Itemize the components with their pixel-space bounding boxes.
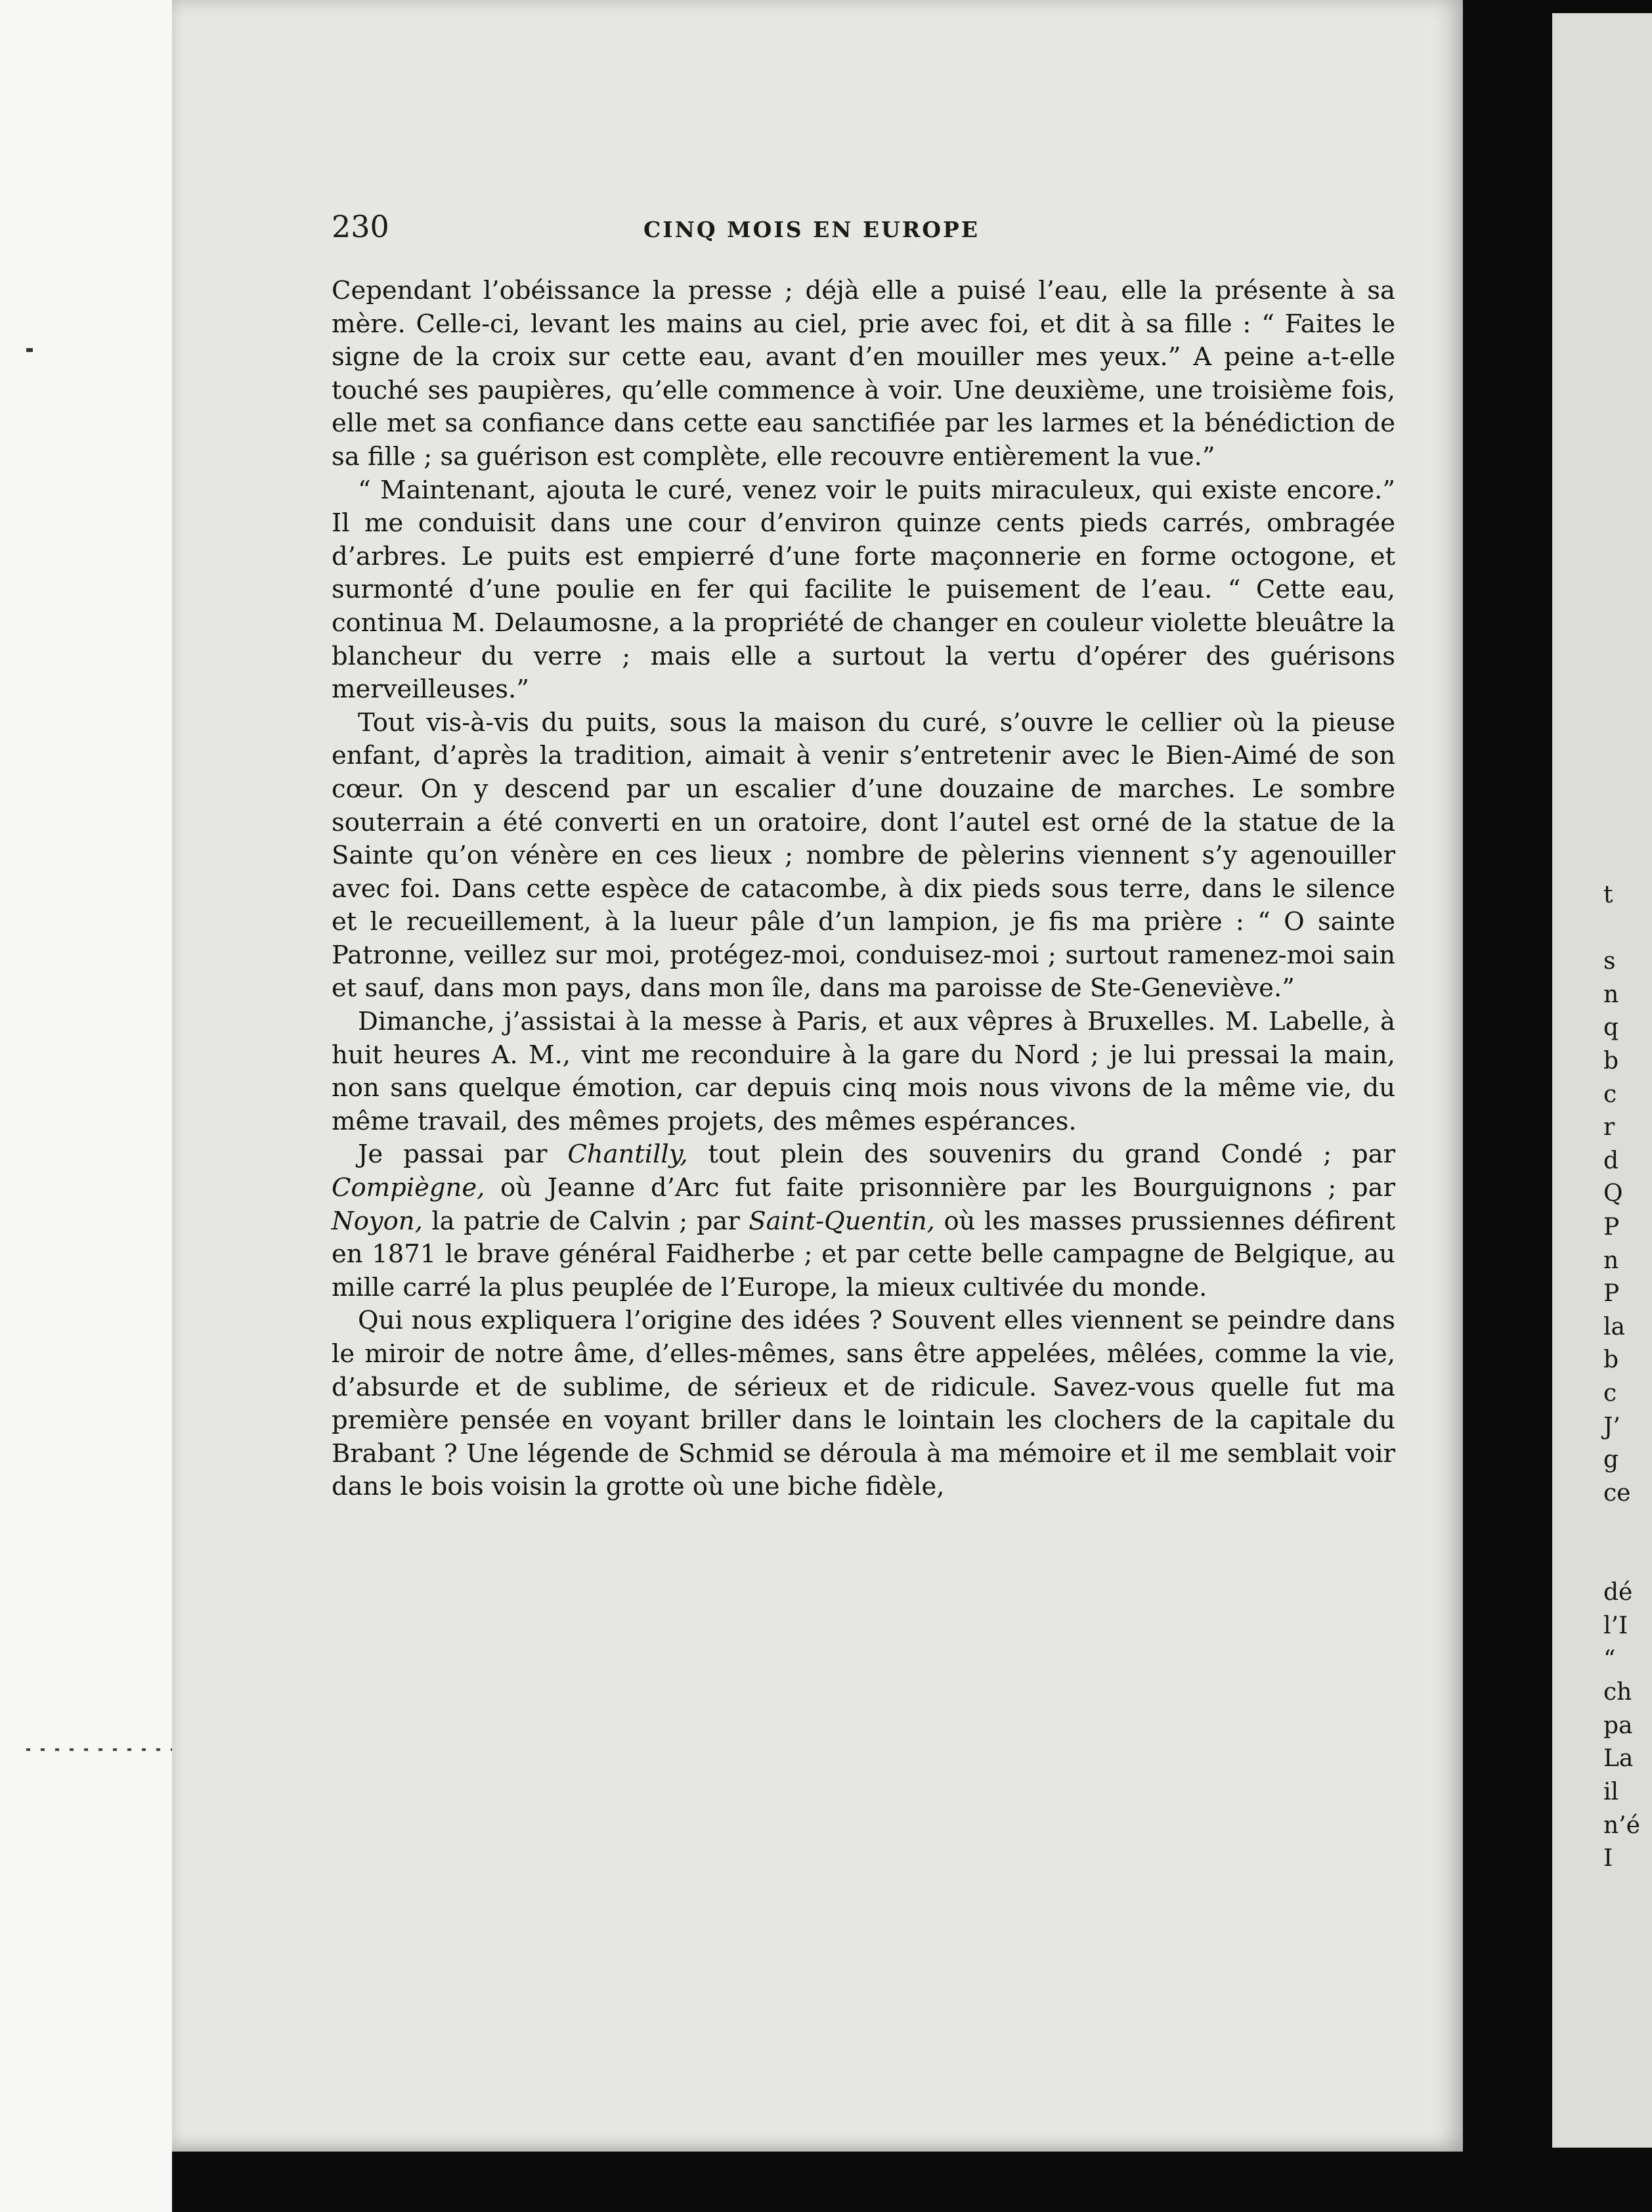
paragraph-4: Dimanche, j’assistai à la messe à Paris, et aux vêpres à Bruxelles. M. Labelle, à huit heures A. M., vint me reconduire à la gare du Nord ; je lui pressai la main, non sans quelque émotion, car depuis cinq mois nous vivons de la même vie, du même travail, des mêmes projets, des mêmes espérances. bbox=[332, 1007, 1395, 1136]
paragraph-2: “ Maintenant, ajouta le curé, venez voir le puits miraculeux, qui existe encore.” Il me conduisit dans une cour d’environ quinze cents pieds carrés, ombragée d’arbres. Le puits est empierré d’une forte maçonnerie en forme octogone, et surmonté d’une poulie en fer qui facilite le puisement de l’eau. “ Cette eau, continua M. Delaumosne, a la propriété de changer en couleur violette bleuâtre la blancheur du verre ; mais elle a surtout la vertu d’opérer des guérisons merveilleuses.” bbox=[332, 475, 1395, 705]
text-run: la patrie de Calvin ; par bbox=[422, 1206, 749, 1236]
text-run: Je passai par bbox=[358, 1139, 568, 1170]
scan-dotted-mark bbox=[26, 1748, 177, 1751]
paragraph-5 bbox=[332, 1138, 1395, 1304]
page-body bbox=[332, 275, 1395, 1504]
scan-speck bbox=[26, 348, 33, 352]
running-title: CINQ MOIS EN EUROPE bbox=[643, 217, 980, 242]
facing-page-fragments: t s n q b c r d Q P n P la b c J’ g ce dé l’I “ ch pa La il n’é I bbox=[1603, 881, 1640, 1872]
page-number: 230 bbox=[332, 209, 389, 244]
paragraph-1: Cependant l’obéissance la presse ; déjà elle a puisé l’eau, elle la présente à sa mère. Celle-ci, levant les mains au ciel, prie avec foi, et dit à sa fille : “ Faites le signe de la croix sur cette eau, avant d’en mouiller mes yeux.” A peine a-t-elle touché ses paupières, qu’elle commence à voir. Une deuxième, une troisième fois, elle met sa confiance dans cette eau sanctifiée par les larmes et la bénédiction de sa fille ; sa guérison est complète, elle recouvre entièrement la vue.” bbox=[332, 276, 1395, 472]
text-run: où les masses prussiennes défirent en 1871 le brave général Faidherbe ; et par cette belle campagne de Belgique, au mille carré la plus peuplée de l’Europe, la mieux cultivée du monde. bbox=[332, 1206, 1395, 1302]
place-saint-quentin: Saint-Quentin, bbox=[749, 1206, 935, 1236]
paragraph-3: Tout vis-à-vis du puits, sous la maison du curé, s’ouvre le cellier où la pieuse enfant, d’après la tradition, aimait à venir s’entretenir avec le Bien-Aimé de son cœur. On y descend par un escalier d’une douzaine de marches. Le sombre souterrain a été converti en un oratoire, dont l’autel est orné de la statue de la Sainte qu’on vénère en ces lieux ; nombre de pèlerins viennent s’y agenouiller avec foi. Dans cette espèce de catacombe, à dix pieds sous terre, dans le silence et le recueillement, à la lueur pâle d’un lampion, je fis ma prière : “ O sainte Patronne, veillez sur moi, protégez-moi, conduisez-moi ; surtout ramenez-moi sain et sauf, dans mon pays, dans mon île, dans ma paroisse de Ste-Geneviève.” bbox=[332, 707, 1395, 1004]
place-compiegne: Compiègne, bbox=[332, 1173, 485, 1203]
paragraph-6: Qui nous expliquera l’origine des idées ? Souvent elles viennent se peindre dans le miroir de notre âme, d’elles-mêmes, sans être appelées, mêlées, comme la vie, d’absurde et de sublime, de sérieux et de ridicule. Savez-vous quelle fut ma première pensée en voyant briller dans le lointain les clochers de la capitale du Brabant ? Une légende de Schmid se déroula à ma mémoire et il me semblait voir dans le bois voisin la grotte où une biche fidèle, bbox=[332, 1306, 1395, 1502]
text-run: tout plein des souvenirs du grand Condé ; par bbox=[687, 1139, 1395, 1170]
place-chantilly: Chantilly, bbox=[567, 1139, 688, 1170]
scan-margin-left bbox=[0, 0, 172, 2212]
text-run: où Jeanne d’Arc fut faite prisonnière par les Bourguignons ; par bbox=[485, 1173, 1395, 1203]
page-header bbox=[332, 209, 1395, 248]
place-noyon: Noyon, bbox=[332, 1206, 423, 1236]
